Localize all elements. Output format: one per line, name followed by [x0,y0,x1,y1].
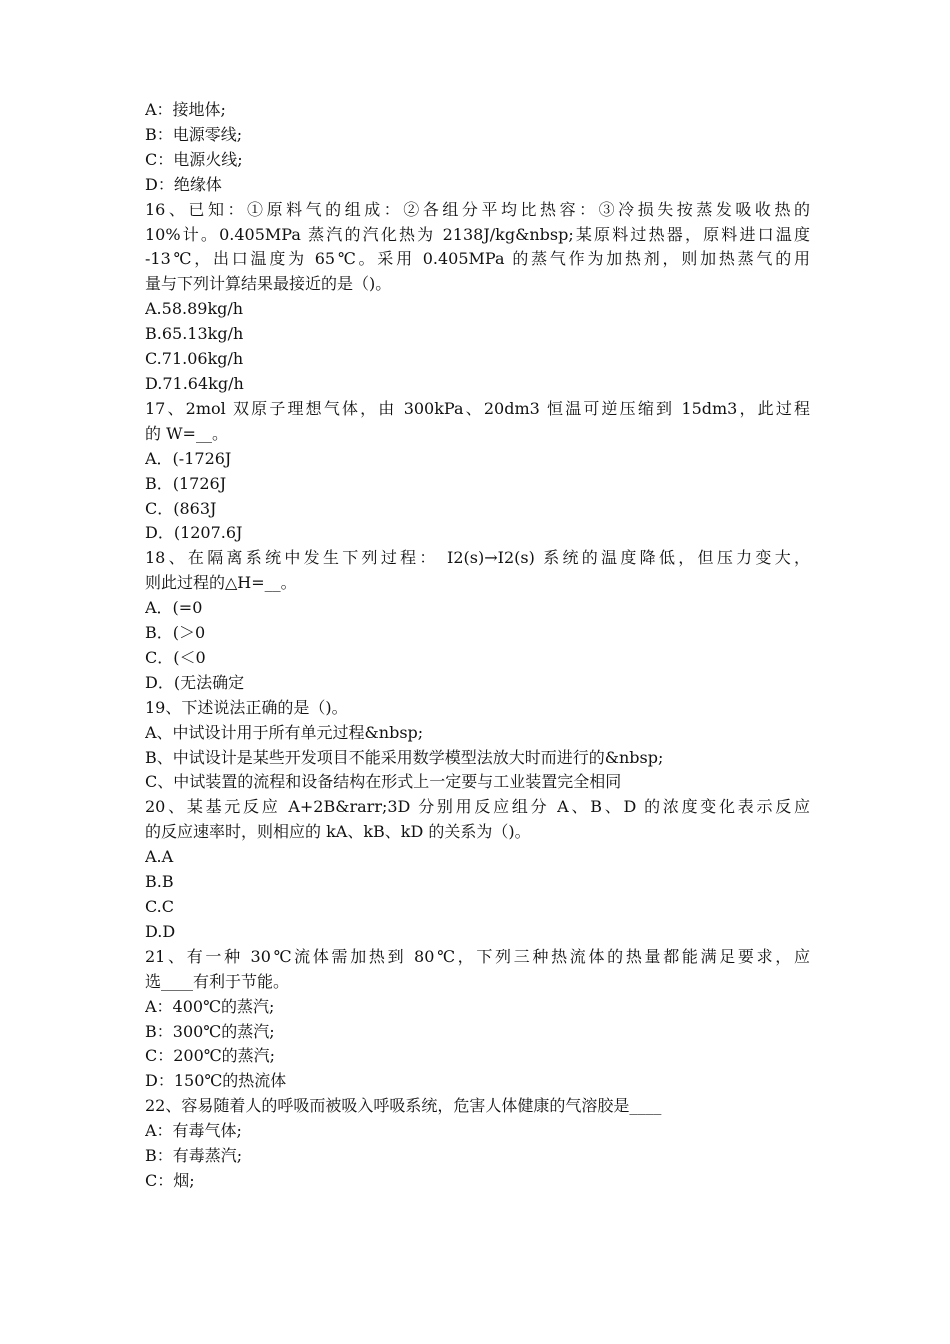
option-d-q17: D．(1207.6J [145,523,243,543]
question-20-line-2: 的反应速率时，则相应的 kA、kB、kD 的关系为（)。 [145,822,531,842]
option-a-q17: A．(-1726J [145,448,232,468]
option-c-q19: C、中试装置的流程和设备结构在形式上一定要与工业装置完全相同 [145,772,622,792]
document-page [145,98,810,1194]
option-a-q18: A．(=0 [145,598,203,618]
question-18-line-1: 18、在隔离系统中发生下列过程： I2(s)→I2(s) 系统的温度降低，但压力变大， [145,548,810,568]
question-20-line-1: 20、某基元反应 A+2B&rarr;3D 分别用反应组分 A、B、D 的浓度变化表示反应 [145,797,810,817]
option-c-q15: C：电源火线; [145,149,243,169]
option-a-q22: A：有毒气体; [145,1121,242,1141]
question-18-line-2: 则此过程的△H=__。 [145,573,297,593]
option-b-q18: B．(＞0 [145,623,206,643]
option-a-q20: A.A [145,847,174,867]
question-17-line-2: 的 W=__。 [145,423,228,443]
option-b-q15: B：电源零线; [145,124,243,144]
option-b-q19: B、中试设计是某些开发项目不能采用数学模型法放大时而进行的&nbsp; [145,747,664,767]
option-a-q16: A.58.89kg/h [145,299,244,319]
option-d-q16: D.71.64kg/h [145,373,244,393]
option-c-q20: C.C [145,897,174,916]
question-16-line-2: 10%计。0.405MPa 蒸汽的汽化热为 2138J/kg&nbsp;某原料过热器，原料进口温度 [145,224,810,244]
question-17-line-1: 17、2mol 双原子理想气体，由 300kPa、20dm3 恒温可逆压缩到 15dm3，此过程 [145,398,810,418]
question-16-line-1: 16、已知：①原料气的组成：②各组分平均比热容：③冷损失按蒸发吸收热的 [145,199,810,219]
question-21-line-1: 21、有一种 30℃流体需加热到 80℃，下列三种热流体的热量都能满足要求，应 [145,946,810,966]
question-16-line-3: -13℃，出口温度为 65℃。采用 0.405MPa 的蒸气作为加热剂，则加热蒸气的用 [145,249,810,269]
option-a-q21: A：400℃的蒸汽; [145,996,275,1016]
question-21-line-2: 选____有利于节能。 [145,971,290,991]
question-22: 22、容易随着人的呼吸而被吸入呼吸系统，危害人体健康的气溶胶是____ [145,1096,662,1116]
option-b-q21: B：300℃的蒸汽; [145,1021,275,1041]
option-a-q15: A：接地体; [145,100,226,119]
option-c-q17: C．(863J [145,498,217,518]
option-a-q19: A、中试设计用于所有单元过程&nbsp; [145,722,424,742]
question-19: 19、下述说法正确的是（)。 [145,697,348,717]
option-b-q20: B.B [145,872,174,892]
option-c-q22: C：烟; [145,1170,195,1190]
option-d-q15: D：绝缘体 [145,174,222,194]
option-c-q18: C．(＜0 [145,647,206,667]
option-d-q21: D：150℃的热流体 [145,1071,287,1091]
option-d-q20: D.D [145,921,176,941]
option-c-q16: C.71.06kg/h [145,349,244,369]
option-d-q18: D．(无法确定 [145,672,245,692]
question-16-line-4: 量与下列计算结果最接近的是（)。 [145,274,392,294]
option-b-q16: B.65.13kg/h [145,324,244,344]
option-b-q17: B．(1726J [145,473,227,493]
option-b-q22: B：有毒蒸汽; [145,1146,243,1166]
option-c-q21: C：200℃的蒸汽; [145,1046,276,1066]
